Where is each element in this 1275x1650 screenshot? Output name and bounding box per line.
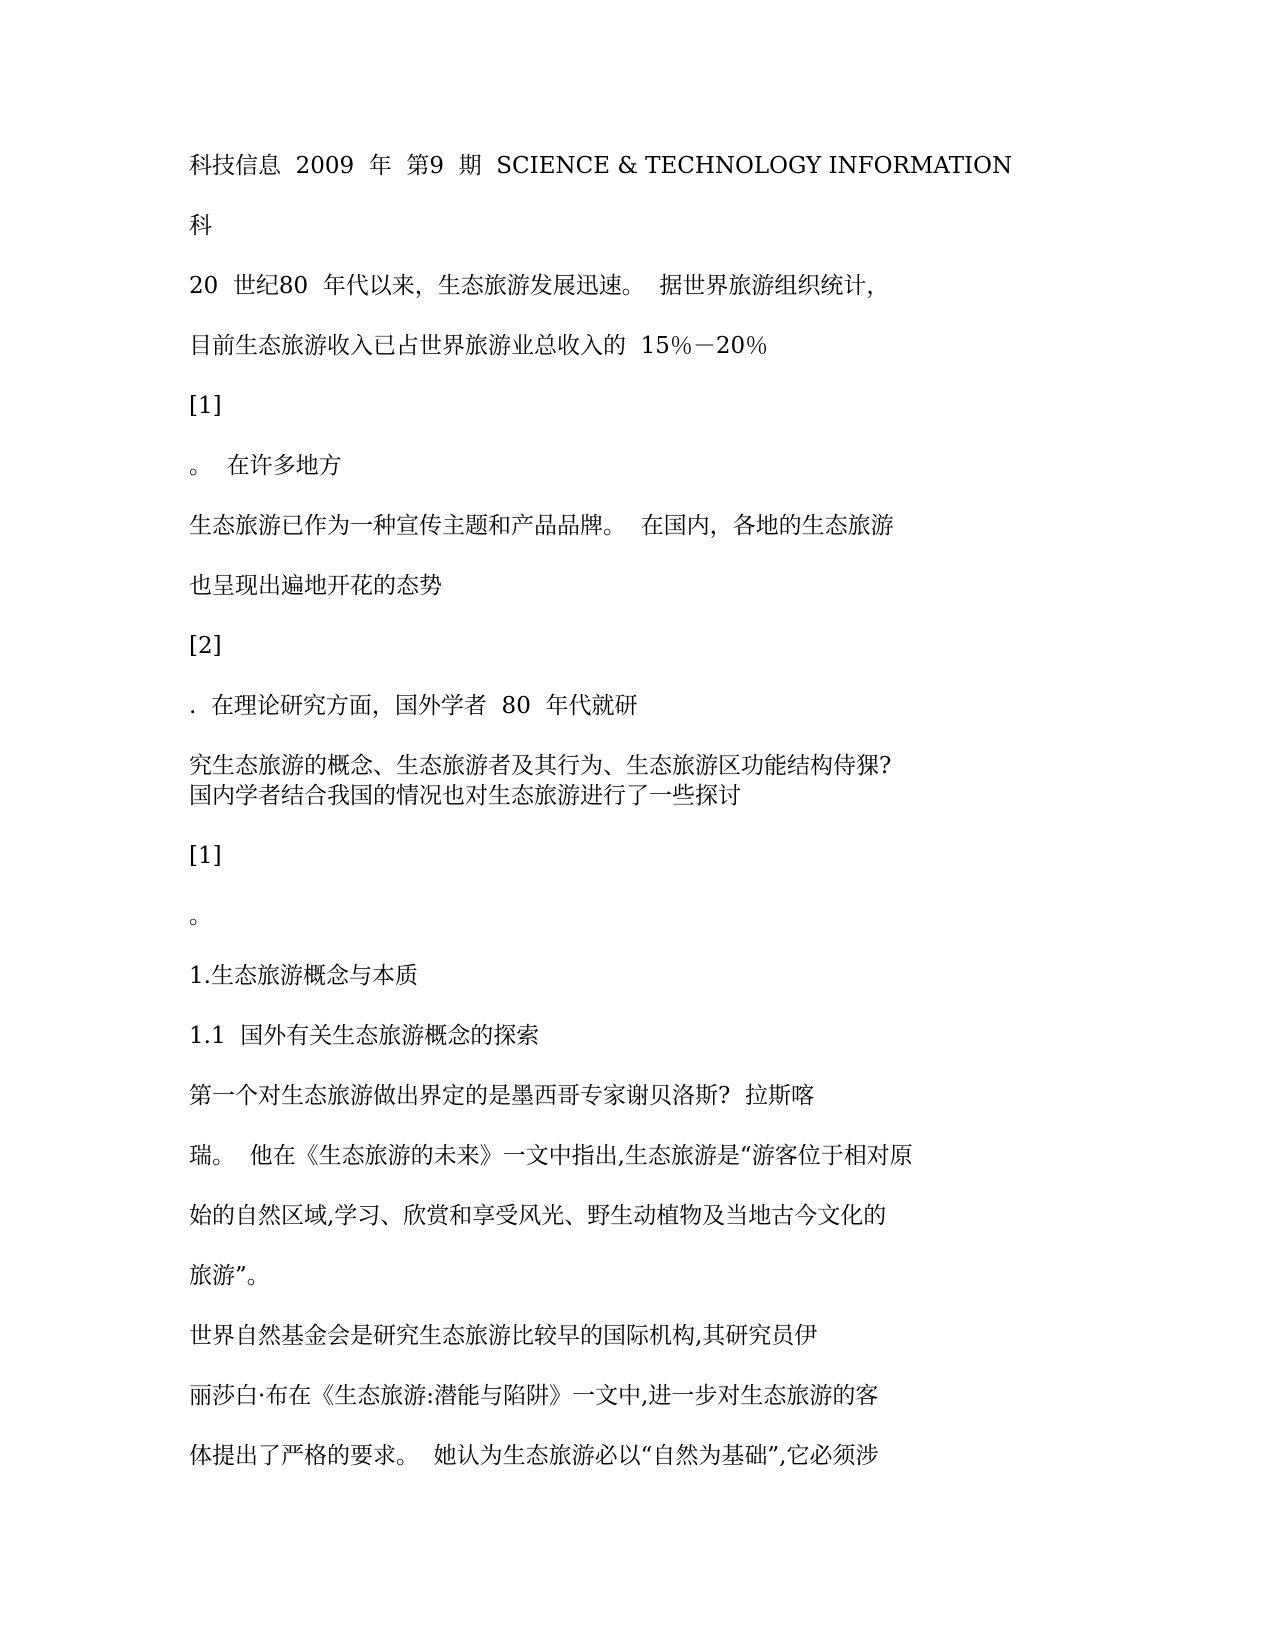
text-line: 丽莎白·布在《生态旅游:潜能与陷阱》一文中,进一步对生态旅游的客 [189,1383,879,1409]
text-line: 世界自然基金会是研究生态旅游比较早的国际机构,其研究员伊 [189,1323,818,1349]
text-line: 体提出了严格的要求。 她认为生态旅游必以“自然为基础”,它必须涉 [189,1443,879,1469]
text-line: 旅游”。 [189,1263,270,1289]
text-line: 生态旅游已作为一种宣传主题和产品品牌。 在国内，各地的生态旅游 [189,513,894,539]
text-line: 。 [189,903,212,929]
citation-marker: [1] [189,393,222,419]
text-line: 瑞。 他在《生态旅游的未来》一文中指出,生态旅游是“游客位于相对原 [189,1143,913,1169]
text-line: 始的自然区域,学习、欣赏和享受风光、野生动植物及当地古今文化的 [189,1203,887,1229]
text-line: 目前生态旅游收入已占世界旅游业总收入的 15％－20％ [189,333,769,359]
citation-marker: [1] [189,843,222,869]
section-heading: 1.生态旅游概念与本质 [189,963,418,989]
citation-marker: [2] [189,633,222,659]
subsection-heading: 1.1 国外有关生态旅游概念的探索 [189,1023,540,1049]
text-line: 20 世纪80 年代以来，生态旅游发展迅速。 据世界旅游组织统计， [189,273,890,299]
text-line: 科 [189,213,212,239]
text-line: 也呈现出遍地开花的态势 [189,573,442,599]
text-line: 究生态旅游的概念、生态旅游者及其行为、生态旅游区功能结构侍猓? [189,753,892,779]
text-line: 国内学者结合我国的情况也对生态旅游进行了一些探讨 [189,783,741,809]
text-line: 。 在许多地方 [189,453,342,479]
text-line: . 在理论研究方面，国外学者 80 年代就研 [189,693,638,719]
journal-header: 科技信息 2009 年 第9 期 SCIENCE & TECHNOLOGY INFORMATION [189,153,1013,179]
text-line: 第一个对生态旅游做出界定的是墨西哥专家谢贝洛斯? 拉斯喀 [189,1083,814,1109]
